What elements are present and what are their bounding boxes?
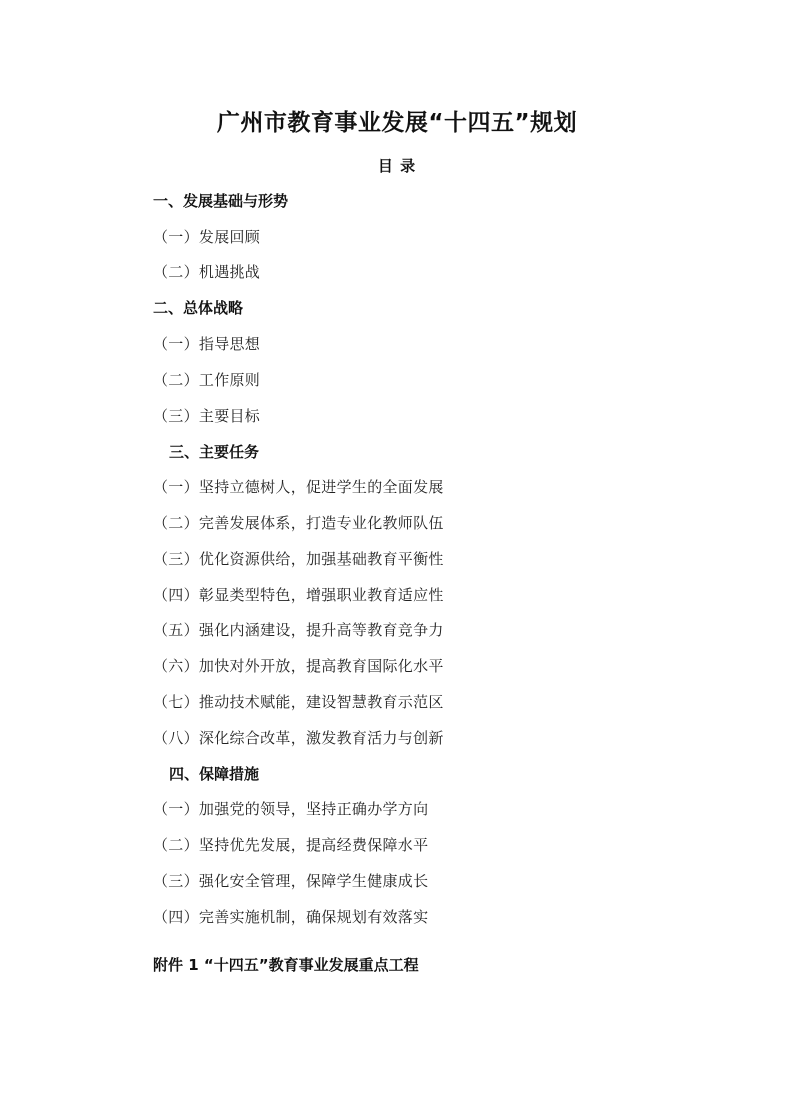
toc-item: （二）机遇挑战 [153, 263, 261, 281]
toc-item: （七）推动技术赋能，建设智慧教育示范区 [153, 693, 444, 711]
toc-item: （一）指导思想 [153, 335, 261, 353]
toc-item: （四）彰显类型特色，增强职业教育适应性 [153, 586, 444, 604]
toc-item: （五）强化内涵建设，提升高等教育竞争力 [153, 621, 444, 639]
toc-item: （一）加强党的领导，坚持正确办学方向 [153, 800, 429, 818]
toc-item: （三）优化资源供给，加强基础教育平衡性 [153, 550, 444, 568]
toc-section: 一、发展基础与形势 [153, 192, 289, 210]
toc-heading: 目 录 [377, 157, 417, 175]
toc-item: （二）完善发展体系，打造专业化教师队伍 [153, 514, 444, 532]
toc-item: （八）深化综合改革，激发教育活力与创新 [153, 729, 444, 747]
toc-section: 三、主要任务 [169, 443, 260, 461]
toc-item: （一）发展回顾 [153, 228, 261, 246]
toc-item: （二）工作原则 [153, 371, 261, 389]
toc-item: （一）坚持立德树人，促进学生的全面发展 [153, 478, 444, 496]
toc-item: （二）坚持优先发展，提高经费保障水平 [153, 836, 429, 854]
toc-item: （四）完善实施机制，确保规划有效落实 [153, 908, 429, 926]
toc-item: （三）强化安全管理，保障学生健康成长 [153, 872, 429, 890]
toc-section: 二、总体战略 [153, 299, 244, 317]
toc-appendix: 附件 1 “十四五”教育事业发展重点工程 [153, 956, 419, 974]
document-title: 广州市教育事业发展“十四五”规划 [216, 110, 578, 136]
toc-item: （六）加快对外开放，提高教育国际化水平 [153, 657, 444, 675]
toc-item: （三）主要目标 [153, 407, 261, 425]
toc-section: 四、保障措施 [169, 765, 260, 783]
